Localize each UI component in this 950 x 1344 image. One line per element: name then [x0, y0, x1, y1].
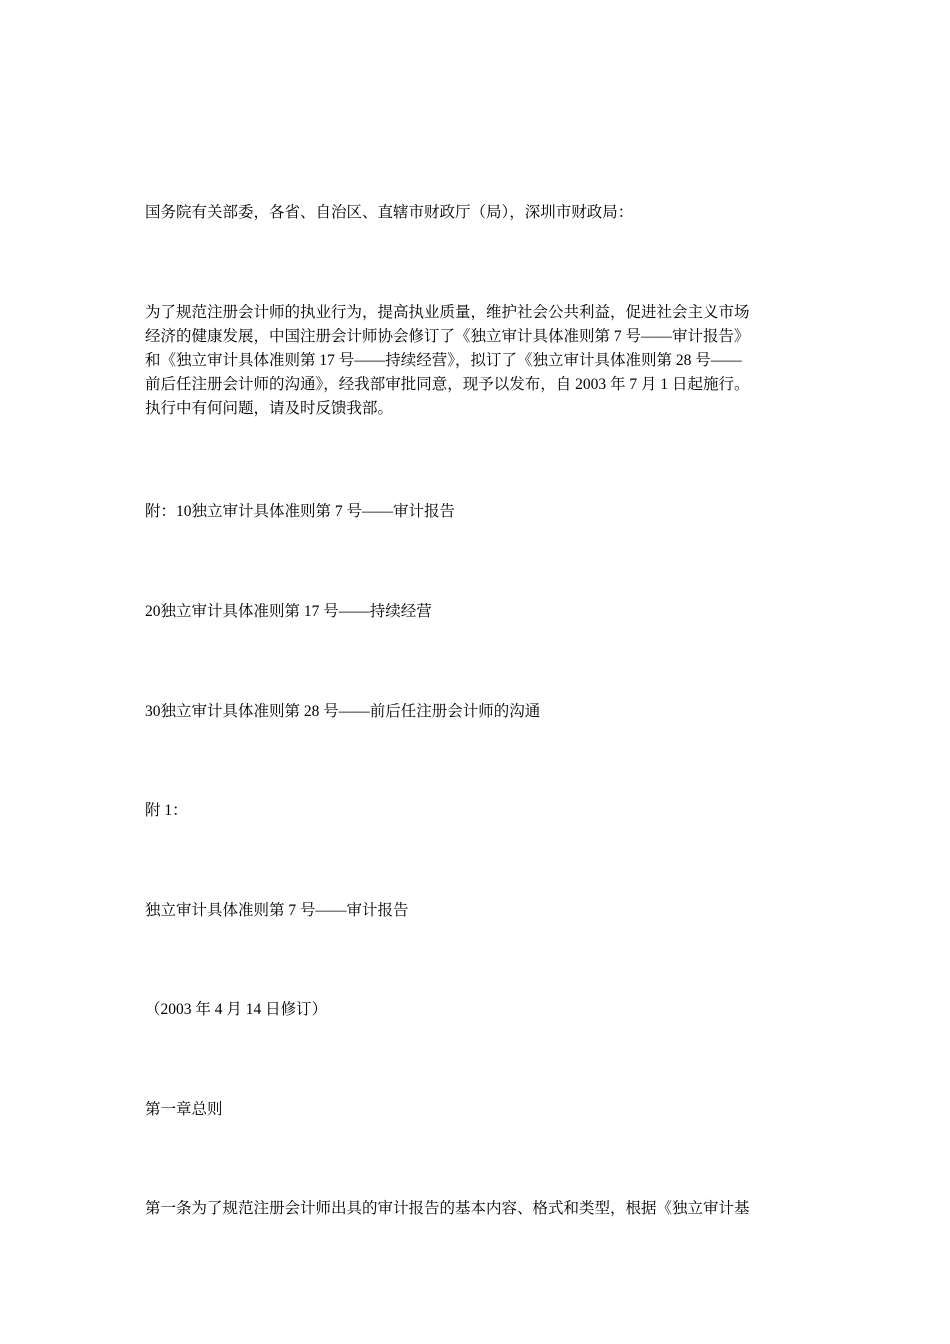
attachment-item-1-text: 附：10独立审计具体准则第 7 号——审计报告: [145, 503, 456, 520]
body-line-5: 执行中有何问题，请及时反馈我部。: [145, 400, 394, 417]
attachment-item-2-text: 20独立审计具体准则第 17 号——持续经营: [145, 603, 432, 620]
standard-title: [145, 899, 810, 923]
attachment-item-2: [145, 600, 810, 624]
body-line-3: 和《独立审计具体准则第 17 号——持续经营》，拟订了《独立审计具体准则第 28 号——: [145, 352, 742, 369]
attachment-item-3-text: 30独立审计具体准则第 28 号——前后任注册会计师的沟通: [145, 703, 541, 720]
chapter-title: [145, 1098, 810, 1122]
standard-title-text: 独立审计具体准则第 7 号——审计报告: [145, 902, 409, 919]
chapter-title-text: 第一章总则: [145, 1101, 223, 1118]
body-line-4: 前后任注册会计师的沟通》，经我部审批同意，现予以发布，自 2003 年 7 月 1 日起施行。: [145, 376, 750, 393]
body-line-1: 为了规范注册会计师的执业行为，提高执业质量，维护社会公共利益，促进社会主义市场: [145, 304, 750, 321]
article-1-text: 第一条为了规范注册会计师出具的审计报告的基本内容、格式和类型，根据《独立审计基: [145, 1200, 750, 1217]
attachment-item-1: [145, 500, 810, 524]
attachment-item-3: [145, 700, 810, 724]
revision-note-text: （2003 年 4 月 14 日修订）: [145, 1001, 328, 1018]
revision-note: [145, 998, 810, 1022]
notice-body-paragraph: [145, 301, 810, 421]
article-1: [145, 1197, 810, 1221]
appendix-label-text: 附 1：: [145, 802, 188, 819]
appendix-label: [145, 799, 810, 823]
body-line-2: 经济的健康发展，中国注册会计师协会修订了《独立审计具体准则第 7 号——审计报告》: [145, 328, 750, 345]
addressee-line: [145, 201, 810, 225]
addressee-text: 国务院有关部委，各省、自治区、直辖市财政厅（局），深圳市财政局：: [145, 204, 634, 221]
